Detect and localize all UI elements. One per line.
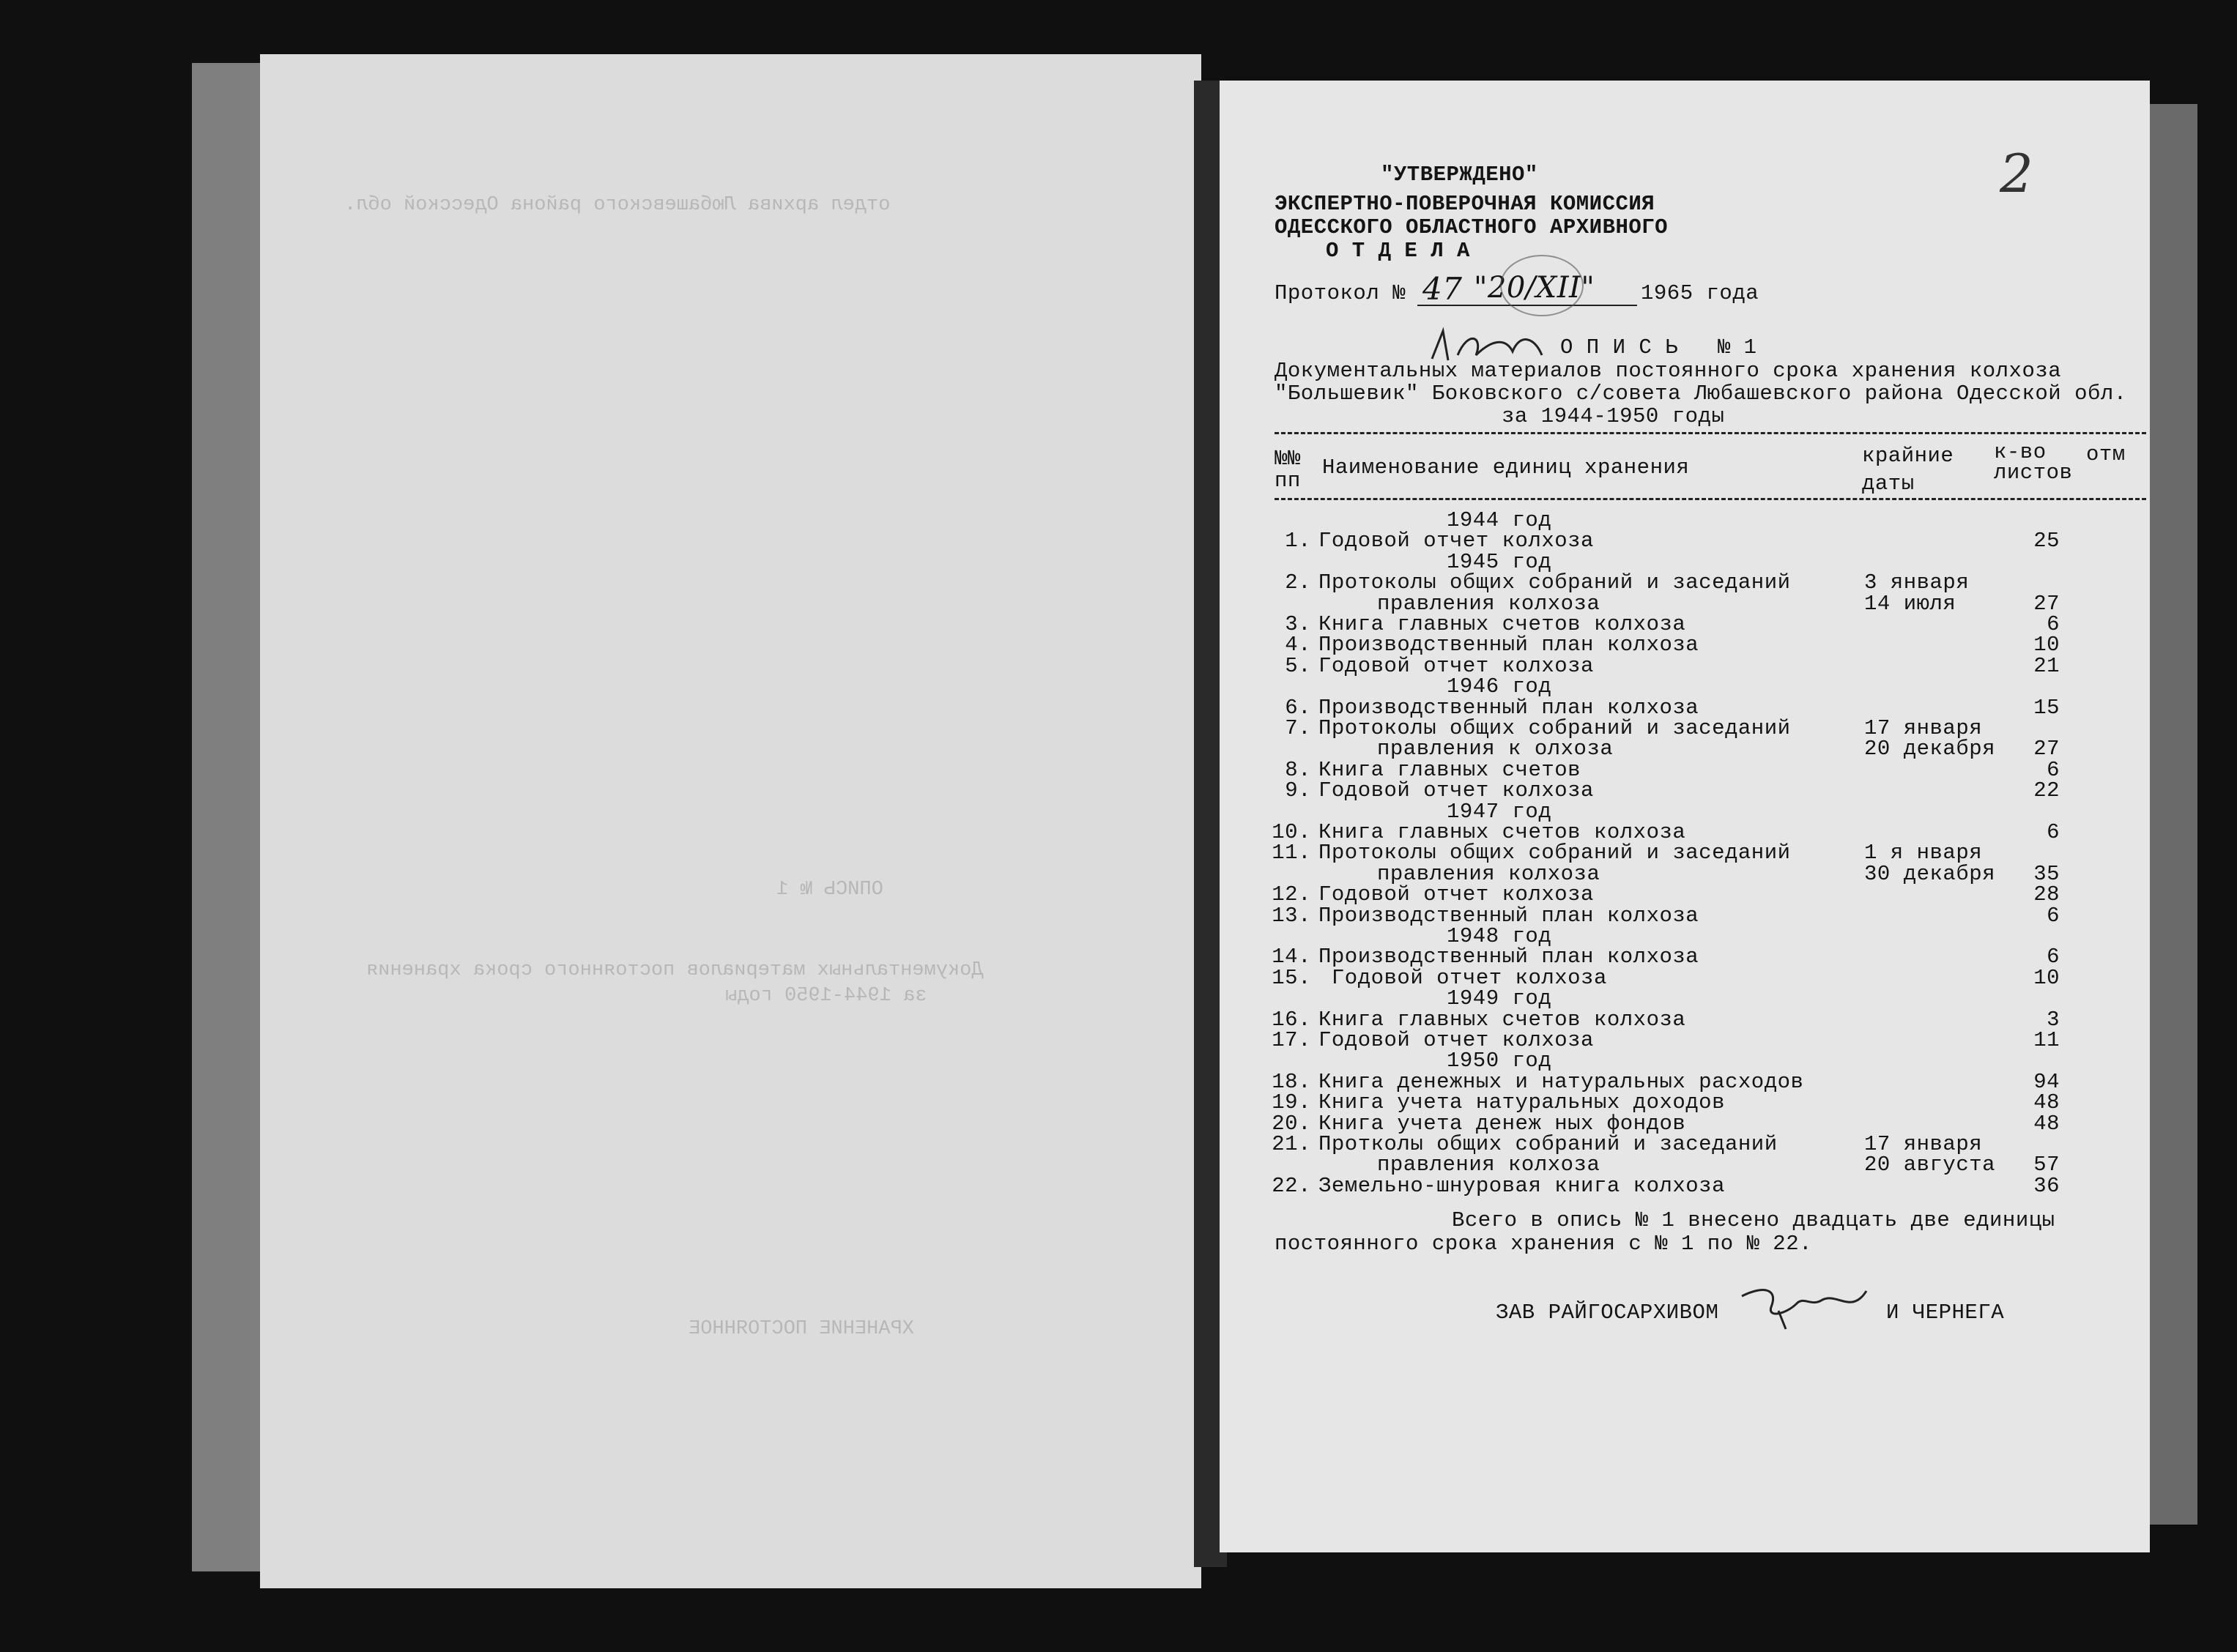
row-name: Производственный план колхоза	[1318, 696, 1699, 720]
row-name: Протоколы общих собраний и заседаний	[1318, 570, 1791, 595]
ghost-text: Документальных материалов постоянного срока хранения	[366, 959, 984, 981]
row-number: 12.	[1272, 882, 1311, 907]
left-page	[260, 54, 1201, 1588]
year-heading: 1948 год	[1447, 924, 1552, 948]
row-name-continued: правления к олхоза	[1377, 737, 1614, 761]
year-heading: 1946 год	[1447, 674, 1552, 699]
row-dates: 17 января	[1864, 716, 1983, 740]
row-name: Производственный план колхоза	[1318, 633, 1699, 657]
row-number: 10.	[1272, 820, 1311, 844]
signature-label: ЗАВ РАЙГОСАРХИВОМ	[1496, 1301, 1719, 1325]
year-heading: 1950 год	[1447, 1049, 1552, 1073]
seal-stamp	[1500, 255, 1584, 316]
row-dates: 20 августа	[1864, 1153, 1996, 1177]
row-number: 21.	[1272, 1132, 1311, 1156]
commission-line: ЭКСПЕРТНО-ПОВЕРОЧНАЯ КОМИССИЯ	[1275, 192, 1655, 216]
ghost-text: ОПИСЬ № 1	[776, 879, 883, 901]
year-heading: 1944 год	[1447, 508, 1552, 532]
column-header-name: Наименование единиц хранения	[1322, 455, 1690, 480]
protocol-date: "20/XII"	[1474, 271, 1595, 305]
row-name: Земельно-шнуровая книга колхоза	[1318, 1174, 1725, 1198]
row-name: Книга главных счетов	[1318, 758, 1581, 782]
row-name: Книга учета денеж ных фондов	[1318, 1112, 1686, 1136]
summary-line: Всего в опись № 1 внесено двадцать две единицы	[1452, 1208, 2055, 1232]
protocol-label: Протокол №	[1275, 281, 1406, 305]
row-sheets: 6	[2047, 820, 2060, 844]
row-sheets: 21	[2033, 654, 2060, 678]
row-number: 11.	[1272, 841, 1311, 865]
protocol-number: 47	[1422, 271, 1463, 307]
row-name: Годовой отчет колхоза	[1318, 778, 1594, 803]
year-heading: 1949 год	[1447, 986, 1552, 1011]
row-name: Годовой отчет колхоза	[1318, 966, 1607, 990]
row-number: 13.	[1272, 904, 1311, 928]
row-sheets: 25	[2033, 529, 2060, 553]
row-sheets: 48	[2033, 1112, 2060, 1136]
title-line: Документальных материалов постоянного срока хранения колхоза	[1275, 359, 2062, 383]
row-name-continued: правления колхоза	[1377, 862, 1600, 886]
row-number: 6.	[1285, 696, 1311, 720]
row-number: 15.	[1272, 966, 1311, 990]
commission-line: О Т Д Е Л А	[1326, 239, 1470, 263]
row-sheets: 27	[2033, 737, 2060, 761]
row-dates: 17 января	[1864, 1132, 1983, 1156]
head-signature	[1735, 1278, 1888, 1333]
commission-line: ОДЕССКОГО ОБЛАСТНОГО АРХИВНОГО	[1275, 215, 1669, 239]
row-sheets: 3	[2047, 1008, 2060, 1032]
approved-label: "УТВЕРЖДЕНО"	[1381, 163, 1538, 187]
row-sheets: 11	[2033, 1028, 2060, 1052]
protocol-year: 1965 года	[1641, 281, 1759, 305]
row-name: Производственный план колхоза	[1318, 904, 1699, 928]
table-header-rule	[1275, 498, 2146, 500]
row-name: Производственный план колхоза	[1318, 945, 1699, 969]
row-sheets: 48	[2033, 1090, 2060, 1115]
row-name: Книга главных счетов колхоза	[1318, 612, 1686, 636]
row-number: 16.	[1272, 1008, 1311, 1032]
row-name: Протоколы общих собраний и заседаний	[1318, 716, 1791, 740]
row-number: 9.	[1285, 778, 1311, 803]
row-sheets: 36	[2033, 1174, 2060, 1198]
row-dates: 14 июля	[1864, 592, 1956, 616]
row-number: 2.	[1285, 570, 1311, 595]
row-name-continued: правления колхоза	[1377, 592, 1600, 616]
row-name-continued: правления колхоза	[1377, 1153, 1600, 1177]
column-header-number: №№ пп	[1275, 447, 1301, 493]
signature-name: И ЧЕРНЕГА	[1886, 1301, 2005, 1325]
row-sheets: 10	[2033, 966, 2060, 990]
table-top-rule	[1275, 432, 2146, 434]
row-number: 7.	[1285, 716, 1311, 740]
ghost-text: отдел архива Любашевского района Одесской обл.	[344, 194, 891, 216]
row-name: Годовой отчет колхоза	[1318, 1028, 1594, 1052]
row-number: 17.	[1272, 1028, 1311, 1052]
book-cover-edge-right	[2146, 104, 2197, 1525]
title-line: за 1944-1950 годы	[1502, 404, 1725, 428]
row-sheets: 6	[2047, 758, 2060, 782]
row-sheets: 10	[2033, 633, 2060, 657]
row-sheets: 27	[2033, 592, 2060, 616]
row-name: Годовой отчет колхоза	[1318, 654, 1594, 678]
page-number: 2	[2000, 143, 2033, 204]
row-number: 19.	[1272, 1090, 1311, 1115]
row-sheets: 35	[2033, 862, 2060, 886]
row-number: 5.	[1285, 654, 1311, 678]
row-number: 20.	[1272, 1112, 1311, 1136]
row-dates: 30 декабря	[1864, 862, 1996, 886]
row-number: 14.	[1272, 945, 1311, 969]
row-name: Книга главных счетов колхоза	[1318, 820, 1686, 844]
row-number: 4.	[1285, 633, 1311, 657]
row-dates: 1 я нваря	[1864, 841, 1983, 865]
row-sheets: 6	[2047, 904, 2060, 928]
row-sheets: 22	[2033, 778, 2060, 803]
year-heading: 1947 год	[1447, 800, 1552, 824]
row-sheets: 94	[2033, 1070, 2060, 1094]
column-header-dates: крайние даты	[1862, 444, 1954, 496]
row-number: 8.	[1285, 758, 1311, 782]
row-sheets: 57	[2033, 1153, 2060, 1177]
row-number: 18.	[1272, 1070, 1311, 1094]
ghost-text: ХРАНЕНИЕ ПОСТОЯННОЕ	[689, 1318, 914, 1340]
row-sheets: 15	[2033, 696, 2060, 720]
opis-title: О П И С Ь № 1	[1560, 335, 1757, 360]
row-name: Годовой отчет колхоза	[1318, 882, 1594, 907]
row-number: 1.	[1285, 529, 1311, 553]
title-line: "Большевик" Боковского с/совета Любашевского района Одесской обл.	[1275, 382, 2127, 406]
row-name: Протоколы общих собраний и заседаний	[1318, 841, 1791, 865]
row-name: Годовой отчет колхоза	[1318, 529, 1594, 553]
year-heading: 1945 год	[1447, 550, 1552, 574]
row-number: 22.	[1272, 1174, 1311, 1198]
row-dates: 3 января	[1864, 570, 1970, 595]
row-sheets: 28	[2033, 882, 2060, 907]
summary-line: постоянного срока хранения с № 1 по № 22.	[1275, 1232, 1813, 1256]
column-header-notes: отм	[2086, 442, 2126, 466]
row-sheets: 6	[2047, 612, 2060, 636]
row-sheets: 6	[2047, 945, 2060, 969]
ghost-text: за 1944-1950 годы	[725, 985, 927, 1007]
row-dates: 20 декабря	[1864, 737, 1996, 761]
row-name: Книга учета натуральных доходов	[1318, 1090, 1725, 1115]
row-name: Протколы общих собраний и заседаний	[1318, 1132, 1778, 1156]
column-header-sheets: к-во листов	[1994, 440, 2073, 485]
row-name: Книга денежных и натуральных расходов	[1318, 1070, 1804, 1094]
row-number: 3.	[1285, 612, 1311, 636]
row-name: Книга главных счетов колхоза	[1318, 1008, 1686, 1032]
